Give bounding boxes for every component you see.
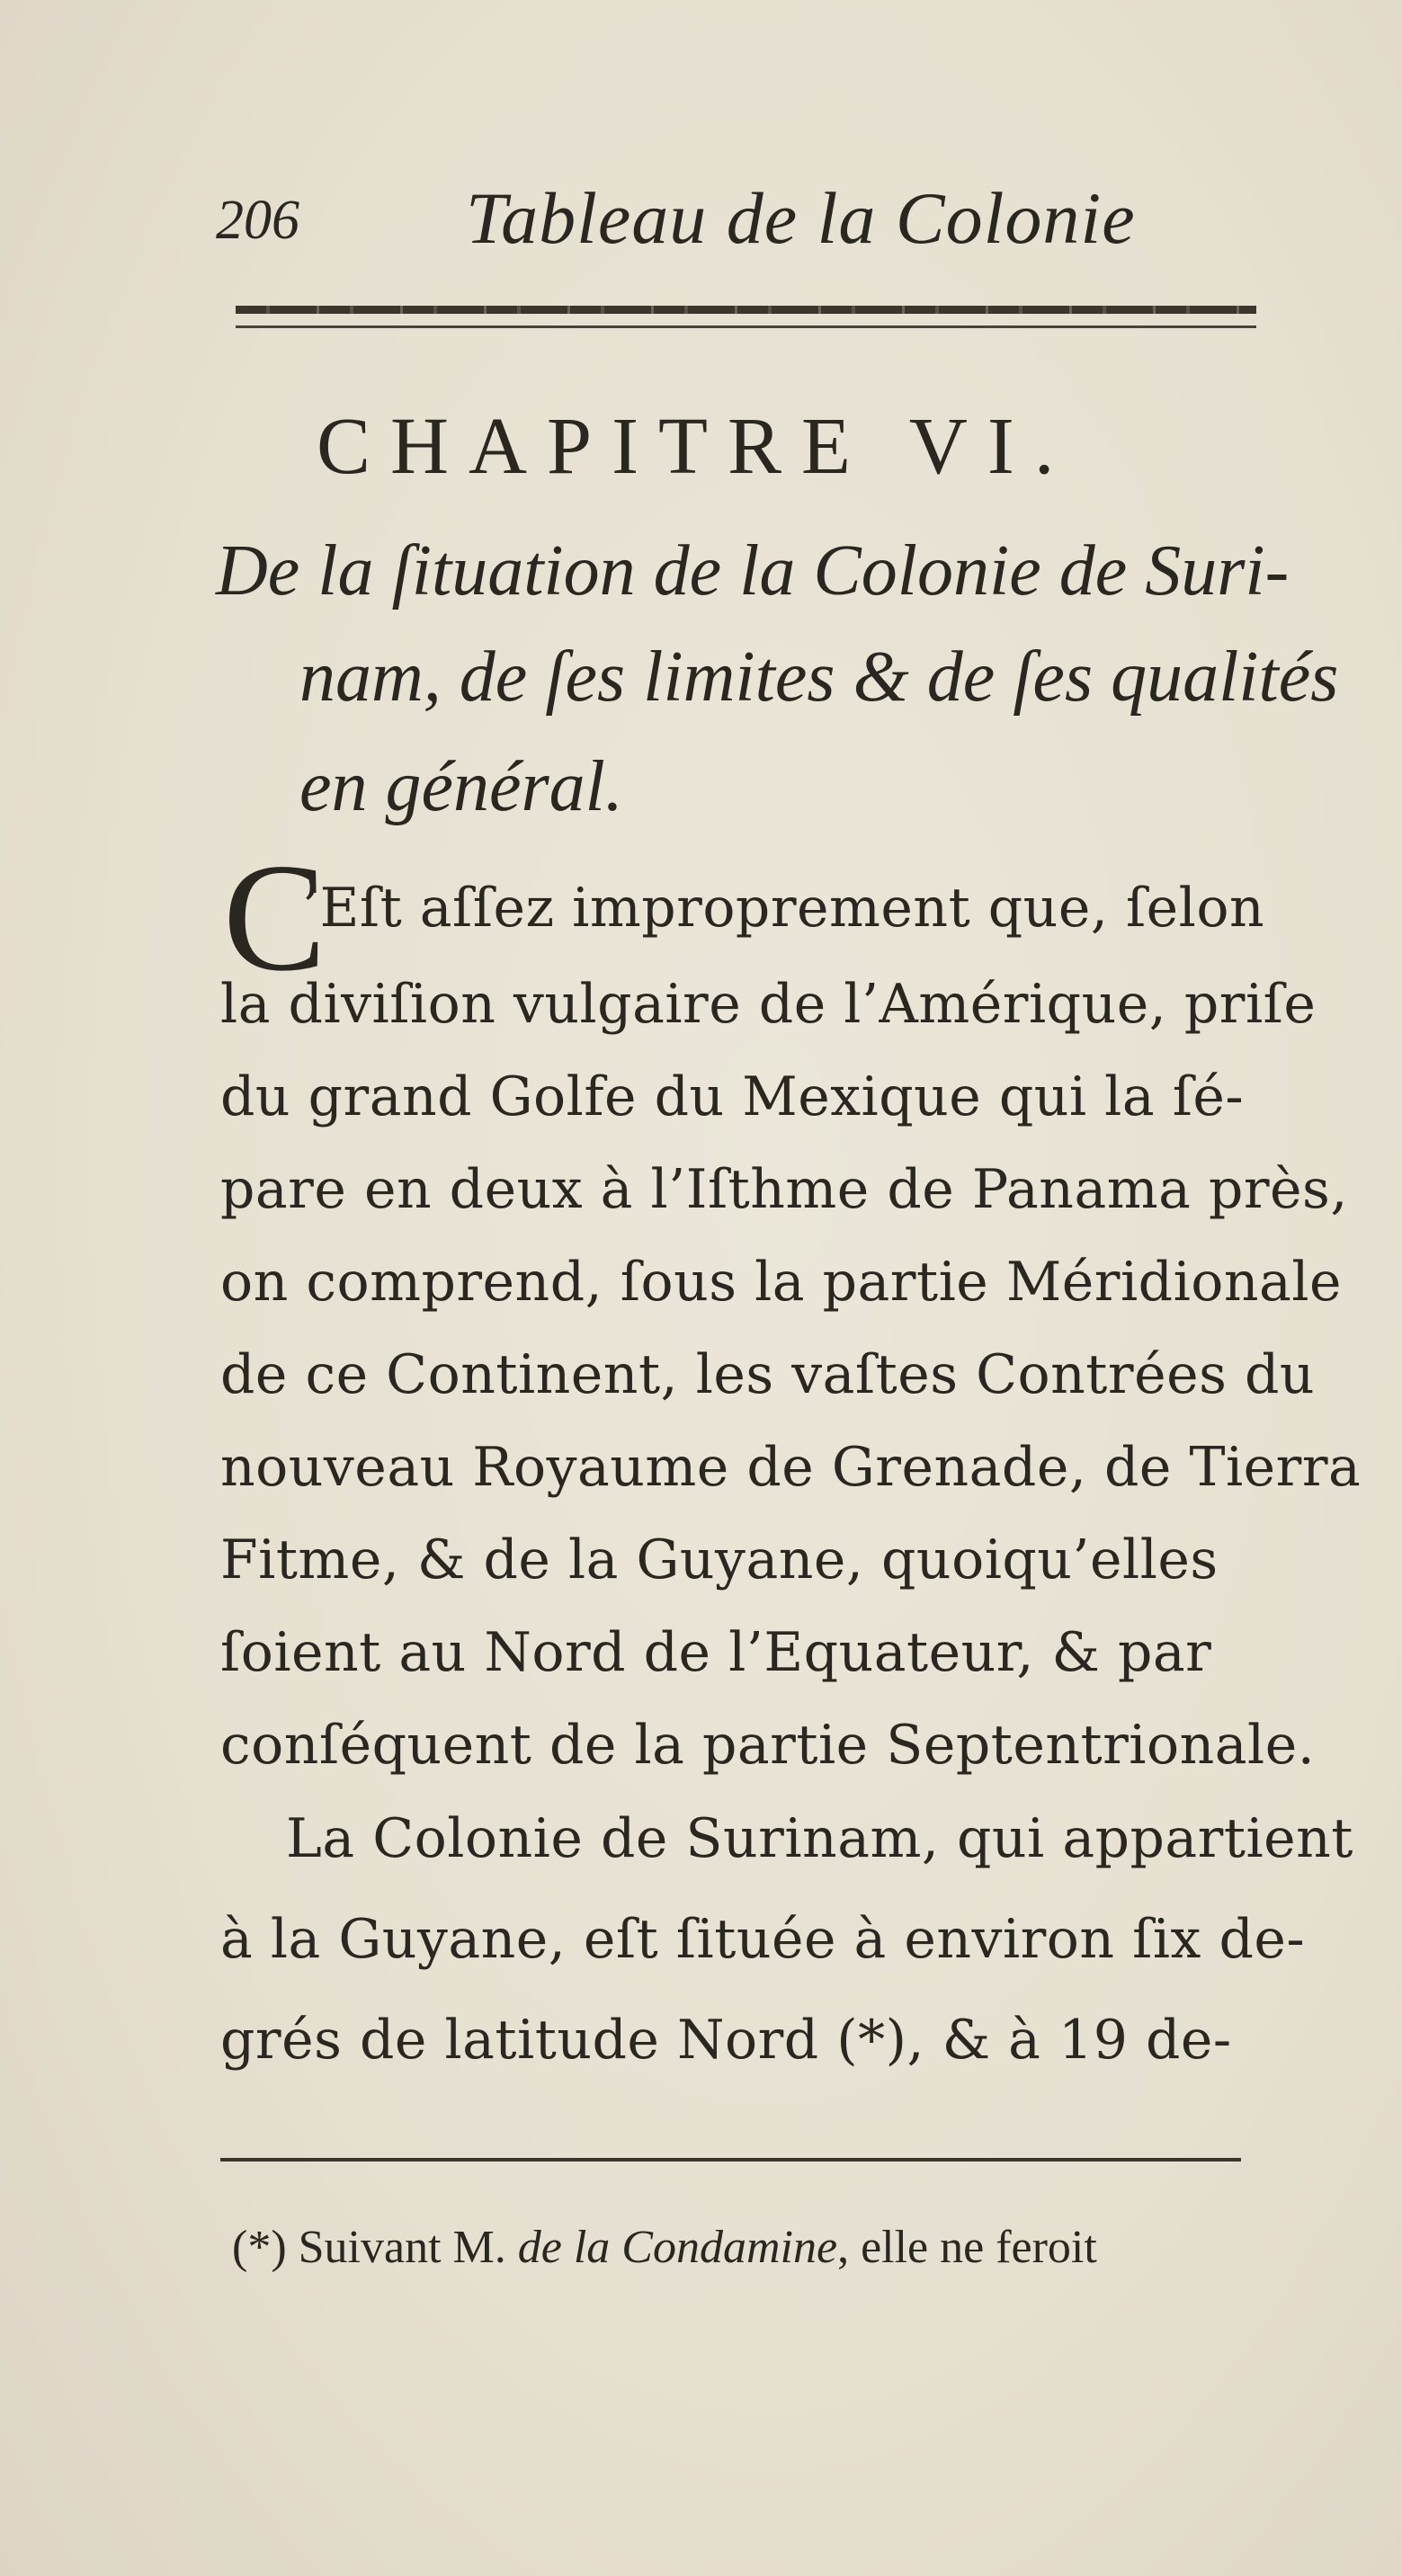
paragraph-1-line-8: Fitme, & de la Guyane, quoiqu’elles <box>220 1529 1219 1591</box>
chapter-title: CHAPITRE VI. <box>317 402 1075 491</box>
header-rule-thin <box>236 325 1256 328</box>
paragraph-2-line-3: grés de latitude Nord (*), & à 19 de- <box>220 2009 1232 2072</box>
chapter-subtitle-line-2: nam, de ſes limites & de ſes qualités <box>299 637 1339 717</box>
paragraph-1-line-10: conſéquent de la partie Septentrionale. <box>220 1714 1316 1777</box>
paragraph-2-line-2: à la Guyane, eſt ſituée à environ ſix de- <box>220 1908 1306 1971</box>
paragraph-1-line-9: ſoient au Nord de l’Equateur, & par <box>220 1621 1212 1684</box>
paragraph-1-line-5: on comprend, ſous la partie Méridionale <box>220 1251 1343 1314</box>
footnote-rest: , elle ne feroit <box>837 2222 1097 2273</box>
footnote-italic: de la Condamine <box>517 2222 838 2273</box>
running-head: Tableau de la Colonie <box>466 177 1136 259</box>
paragraph-1-line-2: la diviſion vulgaire de l’Amérique, priſe <box>220 973 1317 1036</box>
paragraph-2-line-1: La Colonie de Surinam, qui appartient <box>286 1807 1353 1870</box>
chapter-subtitle-line-1: De la ſituation de la Colonie de Suri- <box>216 531 1290 611</box>
header-rule <box>236 306 1256 314</box>
page-header <box>216 169 1250 268</box>
paragraph-1-line-7: nouveau Royaume de Grenade, de Tierra <box>220 1436 1362 1499</box>
footnote-rule <box>220 2158 1241 2162</box>
drop-cap: C <box>223 833 326 1003</box>
paragraph-1-line-1: ’Eſt aſſez improprement que, ſelon <box>302 877 1265 940</box>
footnote-lead: (*) Suivant M. <box>232 2222 506 2273</box>
chapter-subtitle-line-3: en général. <box>299 747 623 826</box>
page-number: 206 <box>216 190 299 251</box>
paragraph-1-line-6: de ce Continent, les vaſtes Contrées du <box>220 1343 1316 1406</box>
footnote <box>232 2221 1097 2274</box>
paragraph-1-line-3: du grand Golfe du Mexique qui la ſé- <box>220 1065 1245 1128</box>
paragraph-1-line-4: pare en deux à l’Iſthme de Panama près, <box>220 1158 1348 1221</box>
